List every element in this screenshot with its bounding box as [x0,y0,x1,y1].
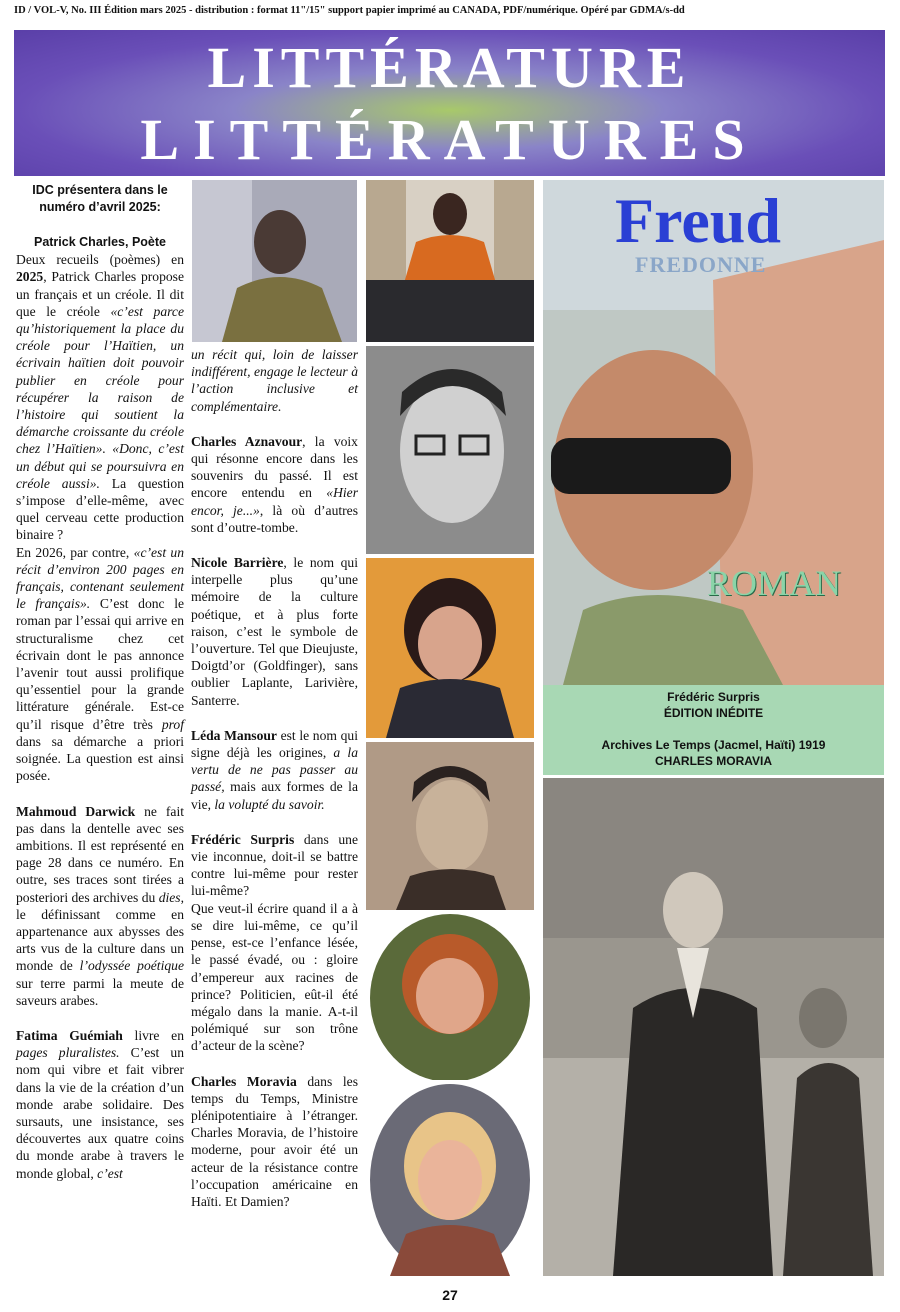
photo-fatima-guemiah [366,558,534,738]
article-column-1 [16,182,184,1182]
paragraph-aznavour: Charles Aznavour, la voix qui résonne encore dans les souvenirs du passé. Il est encore entendu en «Hier encor, je...», là où d’autres sont d’outre-tombe. [191,433,359,535]
issue-info-line: ID / VOL-V, No. III Édition mars 2025 - distribution : format 11"/15" support papier imprimé au CANADA, PDF/numérique. Opéré par GDMA/s-dd [14,5,685,16]
photo-charles-aznavour [366,742,534,910]
paragraph-patrick: Deux recueils (poèmes) en 2025, Patrick Charles propose un français et un créole. Il dit que le créole «c’est parce qu’historiquement la place du créole pour l’Haïtien, un écrivain haïtien doit pouvoir publier en créole pour récupérer la raison de l’histoire qui soutient la démarche croissante du créole chez l’Haïtien». «Donc, c’est un début qui se poursuivra en créole aussi». La question s’impose d’elle-même, avec quel cerveau cette production binaire ? [16,252,184,543]
book-subtitle: FREDONNE [635,252,767,277]
caption-person: CHARLES MORAVIA [654,754,773,768]
banner-title-line1: LITTÉRATURE [207,35,692,100]
caption-author: Frédéric Surpris [667,690,760,704]
paragraph-barriere: Nicole Barrière, le nom qui interpelle plus qu’une mémoire de la culture poétique, et à plus forte raison, c’est le symbole de l’ouverture. Tel que Dieujuste, Doigtd’or (Goldfinger), sans oublier Laplante, Larivière, Santerre. [191,555,358,708]
paragraph-mansour: Léda Mansour est le nom qui signe déjà les origines, a la vertu de ne pas passer au passé, mais aux formes de la vie, la volupté du savoir. [191,727,358,812]
photo-leda-mansour [366,1084,534,1276]
photo-nicole-barriere [366,914,534,1080]
photo-author-bookfair [366,180,534,342]
poet-heading: Patrick Charles, Poète [33,235,166,249]
paragraph-recit: un récit qui, loin de laisser indifférent, engage le lecteur à l’action inclusive et complémentaire. [191,347,358,414]
book-genre: ROMAN [707,563,842,603]
photo-patrick-charles [192,180,357,342]
page-number: 27 [442,1287,458,1303]
paragraph-surpris-questions: Que veut-il écrire quand il a à se dire lui-même, ce qu’il pense, est-ce l’enfance lésée, le passé évadé, ou : gloire d’empereur aux racines de prince? Politicien, eût-il été mégalo dans la manie. A-t-il polémiqué sur son trône d’acteur de la scène? [191,900,358,1054]
caption-archive: Archives Le Temps (Jacmel, Haïti) 1919 [601,738,826,752]
paragraph-surpris: Frédéric Surpris dans une vie inconnue, doit-il se battre contre lui-même pour rester lui-même? [191,831,358,899]
paragraph-moravia: Charles Moravia dans les temps du Temps, Ministre plénipotentiaire à l’étranger. Charles Moravia, de l’histoire moderne, pour avoir été un acteur de la résistance contre l’occupation américaine en Haïti. Et Damien? [191,1073,358,1209]
paragraph-guemiah: Fatima Guémiah livre en pages pluralistes. C’est un nom qui vibre et fait vibrer dans la vie de la création d’un monde arabe solidaire. Des sursauts, une insistance, ses découvertes aux quatre coins du monde arabe à travers le monde global, c’est [16,1027,184,1181]
caption-edition: ÉDITION INÉDITE [663,706,764,720]
section-banner [14,30,885,176]
banner-title-line2: LITTÉRATURES [140,107,759,172]
book-cover-freud-fredonne [543,180,884,685]
paragraph-darwick: Mahmoud Darwick ne fait pas dans la dentelle avec ses ambitions. Il est représenté en page 28 dans ce numéro. En outre, ses traces sont tirées a posteriori des archives du dies, le définissant comme en appartenance aux abysses des arts vus de la culture dans un monde de l’odyssée poétique sur terre parmi la meute de saveurs arabes. [16,803,185,1008]
photo-charles-moravia-archive [543,778,884,1276]
photo-caption [543,685,884,775]
book-title: Freud [615,185,781,256]
paragraph-2026: En 2026, par contre, «c’est un récit d’environ 200 pages en français, contenant seulement le français». C’est donc le roman par l’essai qui arrive en structuralisme chez cet écrivain dont le pas annonce l’avenir tout aussi prolifique qu’essentiel pour la grande littérature générale. Est-ce qu’il risque d’être très prof dans sa démarche a priori soignée. La question est ainsi posée. [16,544,185,784]
intro-heading: IDC présentera dans le numéro d’avril 2025: [32,183,168,214]
article-column-2 [191,346,358,1210]
photo-mahmoud-darwish [366,346,534,554]
